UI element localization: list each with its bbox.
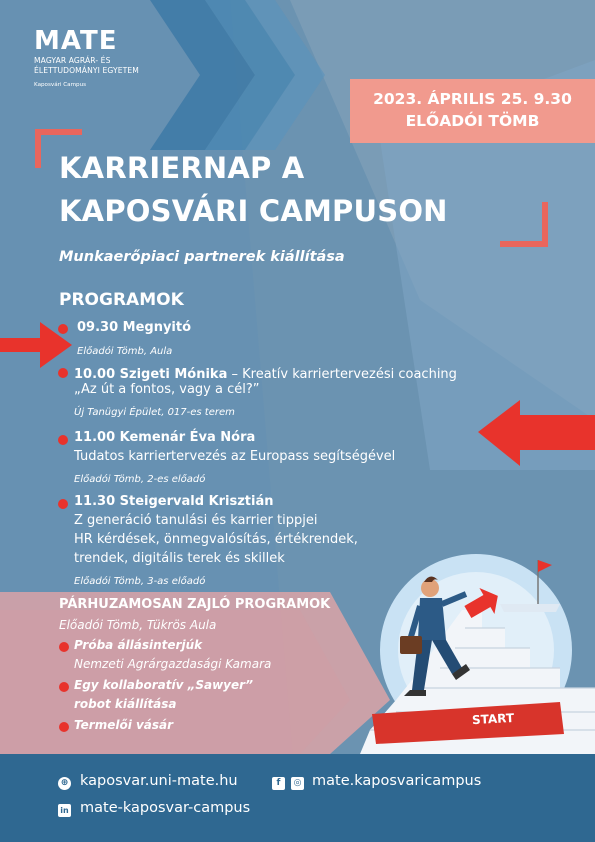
program-4-location: Előadói Tömb, 3-as előadó — [74, 576, 206, 587]
program-3-speaker: 11.00 Kemenár Éva Nóra — [74, 430, 256, 445]
parallel-location: Előadói Tömb, Tükrös Aula — [59, 618, 217, 632]
parallel-item-2-line1: Egy kollaboratív „Sawyer” — [74, 678, 253, 692]
logo-wordmark: MATE — [34, 26, 118, 56]
logo-university-line2: ÉLETTUDOMÁNYI EGYETEM — [34, 66, 139, 75]
bullet-icon — [58, 324, 68, 334]
event-title-line2: KAPOSVÁRI CAMPUSON — [59, 194, 448, 228]
bullet-icon — [58, 499, 68, 509]
mate-logo — [34, 26, 139, 88]
event-date: 2023. ÁPRILIS 25. 9.30 — [373, 90, 572, 108]
date-box — [350, 79, 595, 143]
program-2-location: Új Tanügyi Épület, 017-es terem — [74, 407, 235, 418]
program-1-location: Előadói Tömb, Aula — [77, 346, 173, 357]
parallel-item-2-line2: robot kiállítása — [74, 697, 177, 711]
event-title-line1: KARRIERNAP A — [59, 151, 305, 185]
parallel-item-1-title: Próba állásinterjúk — [74, 638, 203, 652]
bullet-icon — [59, 642, 69, 652]
parallel-item-3: Termelői vásár — [74, 718, 174, 732]
program-3-location: Előadói Tömb, 2-es előadó — [74, 474, 206, 485]
event-title — [59, 147, 448, 233]
program-4-speaker: 11.30 Steigervald Krisztián — [74, 494, 274, 509]
footer-website[interactable]: kaposvar.uni-mate.hu — [80, 773, 238, 789]
program-2-quote: „Az út a fontos, vagy a cél?” — [74, 382, 260, 397]
program-1-title: 09.30 Megnyitó — [77, 320, 192, 335]
start-label: START — [471, 710, 515, 728]
program-2-topic: – Kreatív karriertervezési coaching — [227, 367, 457, 382]
linkedin-icon: in — [58, 804, 71, 817]
footer — [0, 754, 595, 842]
bullet-icon — [59, 722, 69, 732]
programs-heading: PROGRAMOK — [59, 290, 184, 310]
program-4-line3: trendek, digitális terek és skillek — [74, 551, 285, 566]
event-subtitle: Munkaerőpiaci partnerek kiállítása — [59, 249, 345, 265]
parallel-heading: PÁRHUZAMOSAN ZAJLÓ PROGRAMOK — [59, 597, 331, 612]
program-4-line2: HR kérdések, önmegvalósítás, értékrendek, — [74, 532, 358, 547]
program-2-speaker: 10.00 Szigeti Mónika — [74, 367, 228, 382]
parallel-item-1-sub: Nemzeti Agrárgazdasági Kamara — [74, 657, 272, 671]
program-2-heading — [74, 363, 457, 382]
bullet-icon — [58, 368, 68, 378]
footer-social[interactable]: mate.kaposvaricampus — [312, 773, 482, 789]
footer-linkedin[interactable]: mate-kaposvar-campus — [80, 800, 251, 816]
bullet-icon — [59, 682, 69, 692]
logo-university-line1: MAGYAR AGRÁR- ÉS — [34, 56, 111, 65]
bullet-icon — [58, 435, 68, 445]
instagram-icon: ◎ — [291, 777, 304, 790]
event-venue: ELŐADÓI TÖMB — [405, 112, 540, 130]
facebook-icon: f — [272, 777, 285, 790]
logo-campus: Kaposvári Campus — [34, 82, 87, 88]
globe-icon: ⊕ — [58, 777, 71, 790]
program-3-topic: Tudatos karriertervezés az Europass segítségével — [74, 449, 396, 464]
program-4-line1: Z generáció tanulási és karrier tippjei — [74, 513, 318, 528]
